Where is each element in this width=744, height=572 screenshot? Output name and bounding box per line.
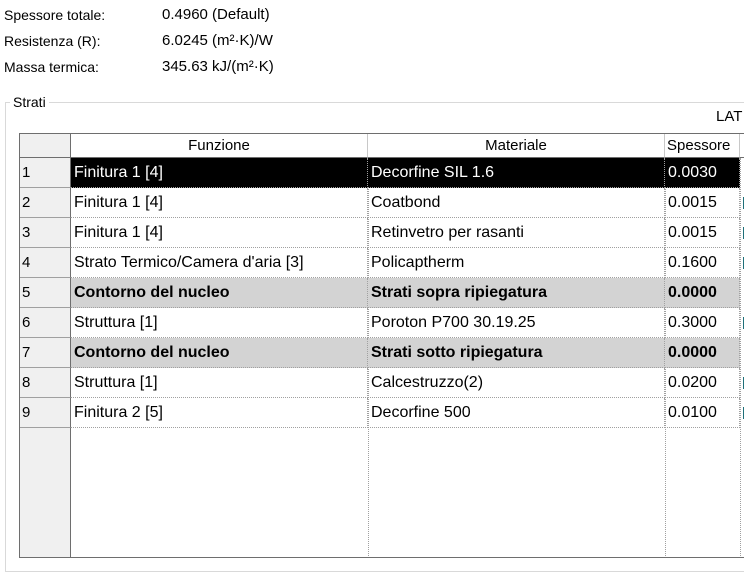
table-row[interactable] <box>20 398 744 428</box>
table-row[interactable] <box>20 308 744 338</box>
cell-overflow-stub[interactable] <box>740 278 744 308</box>
thermal-mass-label: Massa termica: <box>4 59 99 75</box>
grid-corner-header <box>20 134 71 158</box>
cell-materiale[interactable]: Decorfine 500 <box>368 398 665 428</box>
row-number[interactable]: 7 <box>20 338 71 368</box>
row-number[interactable]: 4 <box>20 248 71 278</box>
table-row[interactable] <box>20 188 744 218</box>
column-header-materiale[interactable]: Materiale <box>368 134 665 158</box>
cell-spessore[interactable]: 0.0030 <box>665 158 740 188</box>
cell-funzione[interactable]: Finitura 1 [4] <box>71 158 368 188</box>
cell-overflow-stub[interactable] <box>740 338 744 368</box>
cell-materiale[interactable]: Decorfine SIL 1.6 <box>368 158 665 188</box>
side-label: LAT <box>716 108 743 125</box>
cell-overflow-stub[interactable] <box>740 398 744 428</box>
row-number[interactable]: 5 <box>20 278 71 308</box>
column-header-extra[interactable] <box>740 134 744 158</box>
cell-funzione[interactable]: Strato Termico/Camera d'aria [3] <box>71 248 368 278</box>
cell-materiale[interactable]: Retinvetro per rasanti <box>368 218 665 248</box>
layers-group-title: Strati <box>10 93 49 111</box>
row-number[interactable]: 1 <box>20 158 71 188</box>
cell-overflow-stub[interactable] <box>740 248 744 278</box>
cell-funzione[interactable]: Finitura 1 [4] <box>71 218 368 248</box>
cell-spessore[interactable]: 0.1600 <box>665 248 740 278</box>
table-row[interactable] <box>20 218 744 248</box>
table-row[interactable] <box>20 368 744 398</box>
thermal-mass-value: 345.63 kJ/(m²·K) <box>162 58 274 75</box>
cell-materiale[interactable]: Strati sotto ripiegatura <box>368 338 665 368</box>
cell-materiale[interactable]: Policaptherm <box>368 248 665 278</box>
row-number[interactable]: 9 <box>20 398 71 428</box>
row-number[interactable]: 6 <box>20 308 71 338</box>
cell-materiale[interactable]: Calcestruzzo(2) <box>368 368 665 398</box>
cell-spessore[interactable]: 0.0015 <box>665 218 740 248</box>
layers-grid[interactable] <box>19 133 744 558</box>
total-thickness-value: 0.4960 (Default) <box>162 6 270 23</box>
row-number[interactable]: 3 <box>20 218 71 248</box>
cell-spessore[interactable]: 0.3000 <box>665 308 740 338</box>
resistance-label: Resistenza (R): <box>4 33 101 49</box>
resistance-value: 6.0245 (m²·K)/W <box>162 32 273 49</box>
cell-funzione[interactable]: Struttura [1] <box>71 308 368 338</box>
cell-spessore[interactable]: 0.0000 <box>665 278 740 308</box>
cell-funzione[interactable]: Contorno del nucleo <box>71 278 368 308</box>
total-thickness-label: Spessore totale: <box>4 7 106 23</box>
cell-materiale[interactable]: Strati sopra ripiegatura <box>368 278 665 308</box>
row-number[interactable]: 8 <box>20 368 71 398</box>
cell-spessore[interactable]: 0.0200 <box>665 368 740 398</box>
column-header-spessore[interactable]: Spessore <box>665 134 740 158</box>
cell-spessore[interactable]: 0.0000 <box>665 338 740 368</box>
cell-funzione[interactable]: Struttura [1] <box>71 368 368 398</box>
table-row[interactable] <box>20 338 744 368</box>
cell-funzione[interactable]: Finitura 2 [5] <box>71 398 368 428</box>
cell-materiale[interactable]: Poroton P700 30.19.25 <box>368 308 665 338</box>
cell-spessore[interactable]: 0.0100 <box>665 398 740 428</box>
cell-funzione[interactable]: Contorno del nucleo <box>71 338 368 368</box>
cell-overflow-stub[interactable] <box>740 218 744 248</box>
cell-overflow-stub[interactable] <box>740 308 744 338</box>
cell-overflow-stub[interactable] <box>740 188 744 218</box>
cell-materiale[interactable]: Coatbond <box>368 188 665 218</box>
column-header-funzione[interactable]: Funzione <box>71 134 368 158</box>
cell-overflow-stub[interactable] <box>740 368 744 398</box>
table-row[interactable] <box>20 158 744 188</box>
row-number[interactable]: 2 <box>20 188 71 218</box>
cell-spessore[interactable]: 0.0015 <box>665 188 740 218</box>
cell-funzione[interactable]: Finitura 1 [4] <box>71 188 368 218</box>
table-row[interactable] <box>20 248 744 278</box>
cell-overflow-stub[interactable] <box>740 158 744 188</box>
table-row[interactable] <box>20 278 744 308</box>
